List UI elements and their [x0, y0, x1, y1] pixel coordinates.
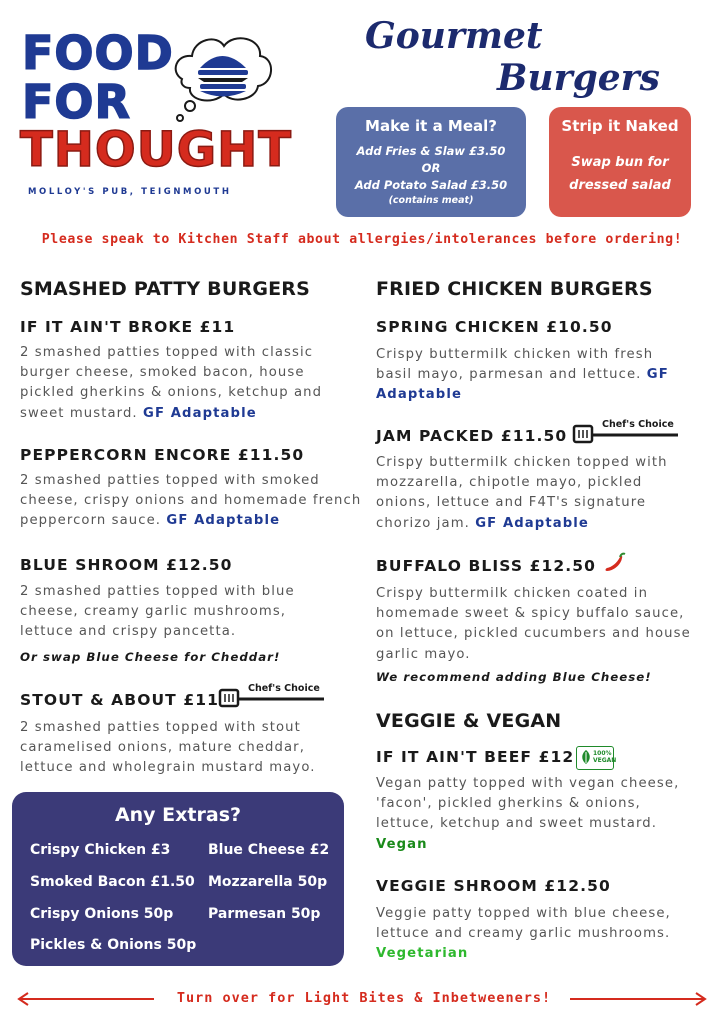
item-description: 2 smashed patties topped with stout caramelised onions, mature cheddar, lettuce and wholegrain mustard mayo.: [20, 720, 316, 776]
heading-gourmet: Gourmet: [365, 15, 543, 57]
vegan-badge-label: 100% VEGAN: [593, 750, 617, 764]
item-description: [20, 343, 350, 424]
item-title: VEGGIE SHROOM £12.50: [376, 877, 611, 895]
leaf-icon: [579, 749, 593, 765]
item-note: Or swap Blue Cheese for Cheddar!: [20, 650, 281, 664]
extra-item: Crispy Onions 50p: [30, 906, 174, 922]
gf-tag: GF Adaptable: [376, 367, 669, 403]
item-desc-text: 2 smashed patties topped with smoked cheese, crispy onions and homemade french peppercorn sauce.: [20, 473, 362, 529]
extra-item: Blue Cheese £2: [208, 842, 330, 858]
item-title: PEPPERCORN ENCORE £11.50: [20, 446, 305, 464]
item-title: IF IT AIN'T BROKE £11: [20, 318, 236, 336]
item-desc-text: Vegan patty topped with vegan cheese, 'facon', pickled gherkins & onions, lettuce, ketchup and sweet mustard.: [376, 776, 680, 832]
footer-note: Turn over for Light Bites & Inbetweeners!: [176, 990, 552, 1006]
item-desc-text: Crispy buttermilk chicken topped with mozzarella, chipotle mayo, pickled onions, lettuce and F4T's signature chorizo jam.: [376, 455, 668, 531]
vegan-tag: Vegan: [376, 836, 428, 852]
extras-title: Any Extras?: [114, 804, 242, 826]
extras-box: [12, 792, 344, 966]
logo-subtitle: MOLLOY'S PUB, TEIGNMOUTH: [28, 187, 232, 197]
logo-line-food: FOOD: [22, 26, 174, 80]
right-arrow-icon: [568, 991, 708, 1007]
item-title: BUFFALO BLISS £12.50: [376, 557, 596, 575]
chefs-choice-badge: [218, 683, 328, 716]
meal-deal-title: Make it a Meal?: [365, 117, 497, 135]
logo-line-for: FOR: [22, 75, 131, 129]
strip-it-naked-box: [549, 107, 691, 217]
vegetarian-tag: Vegetarian: [376, 946, 469, 961]
extra-item: Mozzarella 50p: [208, 874, 328, 890]
vegan-badge: [576, 746, 617, 770]
allergy-notice: Please speak to Kitchen Staff about allergies/intolerances before ordering!: [41, 232, 683, 247]
left-arrow-icon: [16, 991, 156, 1007]
meal-deal-note: (contains meat): [388, 195, 474, 206]
chefs-choice-label: Chef's Choice: [602, 419, 674, 430]
meal-deal-or: OR: [421, 161, 441, 175]
meal-deal-box: [336, 107, 526, 217]
extra-item: Pickles & Onions 50p: [30, 937, 197, 953]
item-title: STOUT & ABOUT £11: [20, 691, 219, 709]
item-description: [20, 471, 365, 532]
chefs-choice-label: Chef's Choice: [248, 683, 320, 694]
item-description: [376, 453, 696, 534]
item-description: Crispy buttermilk chicken coated in homemade sweet & spicy buffalo sauce, on lettuce, pickled cucumbers and house garlic mayo.: [376, 586, 691, 662]
strip-it-naked-line1: Swap bun for: [571, 155, 669, 170]
meal-deal-fries: Add Fries & Slaw £3.50: [356, 144, 506, 158]
logo-line-thought: THOUGHT: [20, 122, 293, 178]
burger-thought-bubble-icon: [162, 24, 282, 124]
chili-pepper-icon: [603, 551, 627, 575]
item-description: [376, 774, 686, 855]
heading-burgers: Burgers: [497, 57, 660, 99]
extra-item: Parmesan 50p: [208, 906, 321, 922]
section-title-smashed: SMASHED PATTY BURGERS: [20, 278, 311, 300]
item-desc-text: 2 smashed patties topped with classic burger cheese, smoked bacon, house pickled gherkins & onions, ketchup and sweet mustard.: [20, 345, 323, 421]
item-title: IF IT AIN'T BEEF £12: [376, 748, 575, 766]
gf-tag: GF Adaptable: [475, 515, 589, 531]
item-note: We recommend adding Blue Cheese!: [376, 670, 652, 684]
item-description-tag: [376, 944, 468, 964]
item-description: 2 smashed patties topped with blue cheese, creamy garlic mushrooms, lettuce and crispy pancetta.: [20, 584, 295, 640]
item-description: [376, 345, 686, 406]
strip-it-naked-line2: dressed salad: [569, 178, 671, 193]
chefs-choice-badge: [572, 419, 682, 452]
gf-tag: GF Adaptable: [166, 513, 281, 529]
item-title: SPRING CHICKEN £10.50: [376, 318, 613, 336]
item-description: Veggie patty topped with blue cheese, lettuce and creamy garlic mushrooms.: [376, 906, 671, 942]
meal-deal-potato-salad: Add Potato Salad £3.50: [354, 178, 508, 192]
extra-item: Smoked Bacon £1.50: [30, 874, 195, 890]
strip-it-naked-title: Strip it Naked: [561, 117, 679, 135]
item-title: BLUE SHROOM £12.50: [20, 556, 233, 574]
section-title-veggie: VEGGIE & VEGAN: [376, 710, 562, 732]
item-desc-text: Crispy buttermilk chicken with fresh basil mayo, parmesan and lettuce.: [376, 347, 654, 383]
extra-item: Crispy Chicken £3: [30, 842, 171, 858]
item-title: JAM PACKED £11.50: [376, 427, 568, 445]
section-title-chicken: FRIED CHICKEN BURGERS: [376, 278, 653, 300]
gf-tag: GF Adaptable: [143, 405, 257, 421]
